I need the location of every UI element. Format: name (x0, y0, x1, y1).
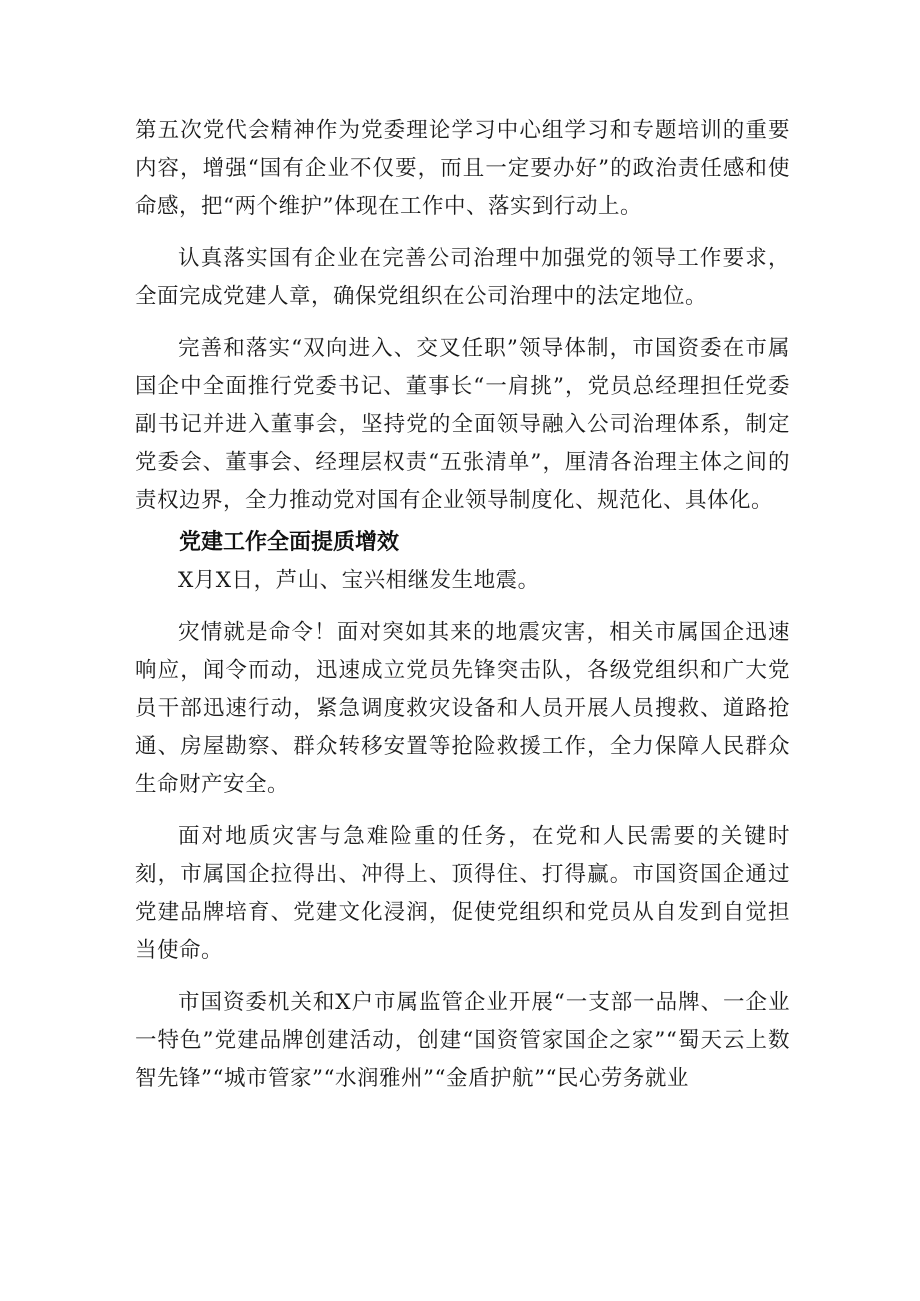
document-body (135, 112, 790, 1098)
paragraph-governance-requirements: 认真落实国有企业在完善公司治理中加强党的领导工作要求，全面完成党建人章，确保党组织在公司治理中的法定地位。 (135, 246, 790, 309)
paragraph-continuation: 第五次党代会精神作为党委理论学习中心组学习和专题培训的重要内容，增强“国有企业不仅要，而且一定要办好”的政治责任感和使命感，把“两个维护”体现在工作中、落实到行动上。 (135, 118, 790, 219)
paragraph-earthquake-date: X月X日，芦山、宝兴相继发生地震。 (178, 568, 540, 593)
section-heading: 党建工作全面提质增效 (179, 530, 400, 555)
paragraph-disaster-response: 灾情就是命令！面对突如其来的地震灾害，相关市属国企迅速响应，闻令而动，迅速成立党员先锋突击队，各级党组织和广大党员干部迅速行动，紧急调度救灾设备和人员开展人员搜救、道路抢通、房屋勘察、群众转移安置等抢险救援工作，全力保障人民群众生命财产安全。 (135, 620, 790, 797)
paragraph-critical-moments: 面对地质灾害与急难险重的任务，在党和人民需要的关键时刻，市属国企拉得出、冲得上、顶得住、打得赢。市国资国企通过党建品牌培育、党建文化浸润，促使党组织和党员从自发到自觉担当使命。 (135, 824, 790, 963)
paragraph-brand-creation: 市国资委机关和X户市属监管企业开展“一支部一品牌、一企业一特色”党建品牌创建活动，创建“国资管家国企之家”“蜀天云上数智先锋”“城市管家”“水润雅州”“金盾护航”“民心劳务就业 (135, 990, 790, 1091)
paragraph-leadership-system: 完善和落实“双向进入、交叉任职”领导体制，市国资委在市属国企中全面推行党委书记、董事长“一肩挑”，党员总经理担任党委副书记并进入董事会，坚持党的全面领导融入公司治理体系，制定党委会、董事会、经理层权责“五张清单”，厘清各治理主体之间的责权边界，全力推动党对国有企业领导制度化、规范化、具体化。 (135, 336, 790, 513)
